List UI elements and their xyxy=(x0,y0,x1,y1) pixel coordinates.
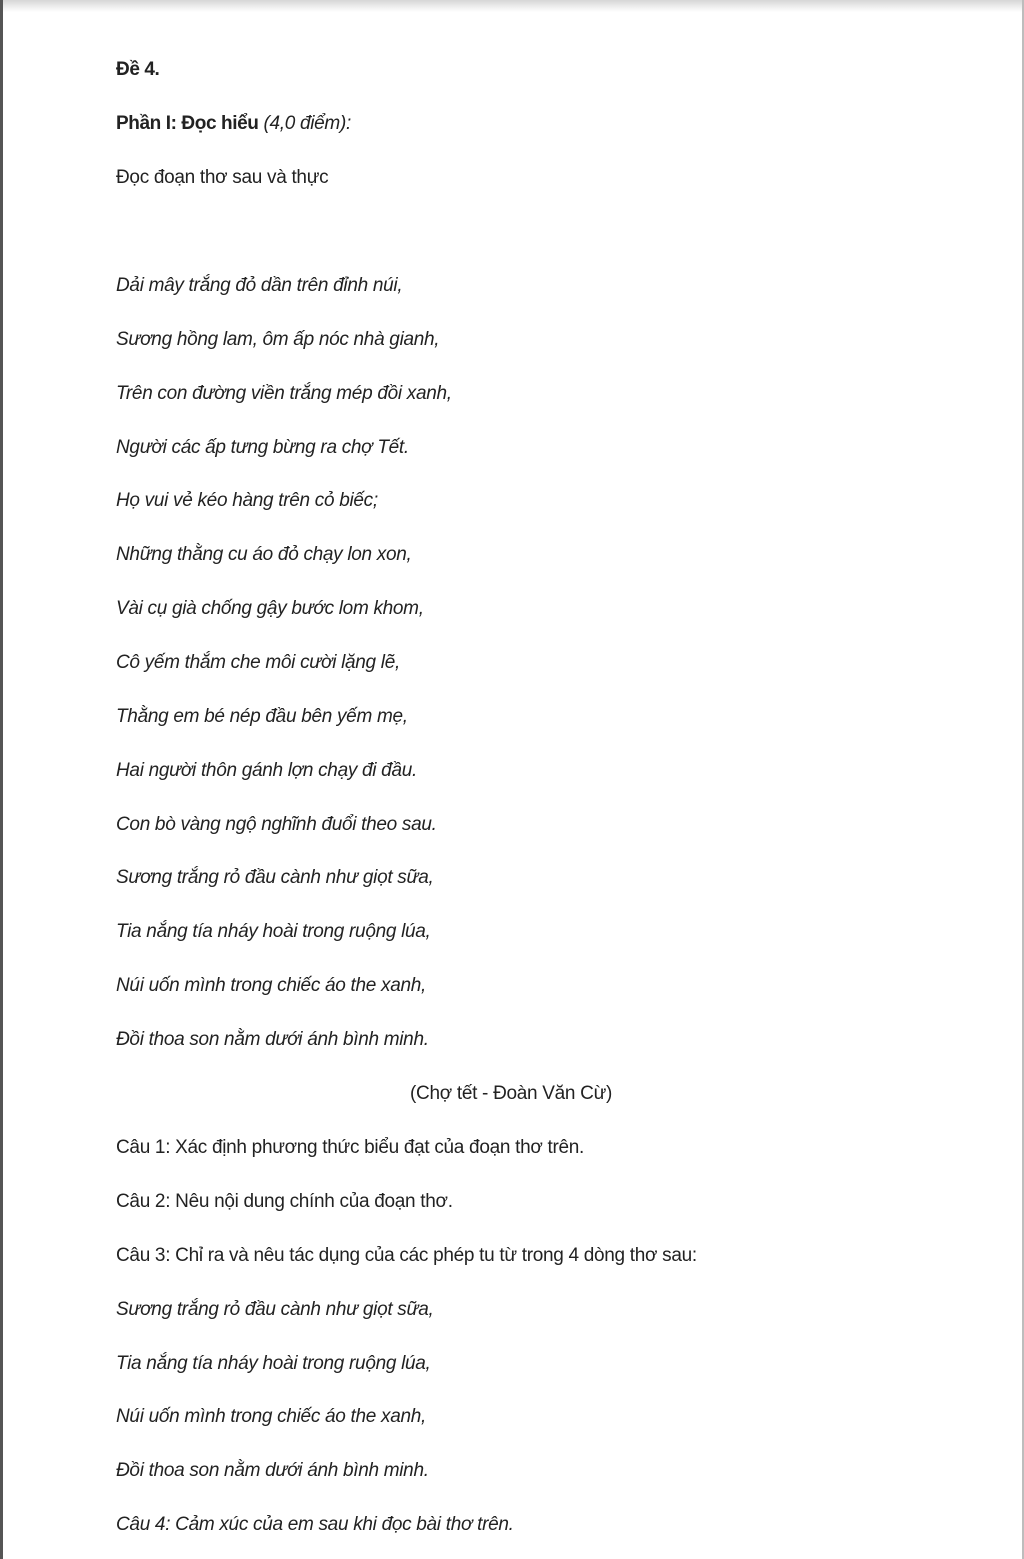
exam-heading: Đề 4. xyxy=(116,59,160,80)
question-4: Câu 4: Cảm xúc của em sau khi đọc bài thơ trên. xyxy=(116,1514,514,1535)
poem-line: Cô yếm thắm che môi cười lặng lẽ, xyxy=(116,652,400,673)
question-3-quote-line: Sương trắng rỏ đầu cành như giọt sữa, xyxy=(116,1299,434,1320)
poem-line: Con bò vàng ngộ nghĩnh đuổi theo sau. xyxy=(116,814,437,835)
poem-source: (Chợ tết - Đoàn Văn Cừ) xyxy=(410,1083,613,1104)
question-3-quote-line: Đồi thoa son nằm dưới ánh bình minh. xyxy=(116,1460,429,1481)
question-3: Câu 3: Chỉ ra và nêu tác dụng của các phép tu từ trong 4 dòng thơ sau: xyxy=(116,1245,697,1266)
poem-line: Người các ấp tưng bừng ra chợ Tết. xyxy=(116,437,409,458)
instruction: Đọc đoạn thơ sau và thực xyxy=(116,167,329,188)
poem-line: Thằng em bé nép đầu bên yếm mẹ, xyxy=(116,706,408,727)
poem-line: Trên con đường viền trắng mép đồi xanh, xyxy=(116,383,452,404)
part-points: (4,0 điểm): xyxy=(263,113,351,134)
part-title xyxy=(116,112,351,136)
question-3-quote-line: Núi uốn mình trong chiếc áo the xanh, xyxy=(116,1406,426,1427)
poem-line: Tia nắng tía nháy hoài trong ruộng lúa, xyxy=(116,921,431,942)
poem-line: Họ vui vẻ kéo hàng trên cỏ biếc; xyxy=(116,490,378,511)
question-2: Câu 2: Nêu nội dung chính của đoạn thơ. xyxy=(116,1191,453,1212)
poem-line: Hai người thôn gánh lợn chạy đi đầu. xyxy=(116,760,417,781)
poem-line: Dải mây trắng đỏ dần trên đỉnh núi, xyxy=(116,275,403,296)
poem-line: Vài cụ già chống gậy bước lom khom, xyxy=(116,598,424,619)
question-1: Câu 1: Xác định phương thức biểu đạt của đoạn thơ trên. xyxy=(116,1137,585,1158)
question-3-quote-line: Tia nắng tía nháy hoài trong ruộng lúa, xyxy=(116,1353,431,1374)
poem-line: Núi uốn mình trong chiếc áo the xanh, xyxy=(116,975,426,996)
poem-line: Sương hồng lam, ôm ấp nóc nhà gianh, xyxy=(116,329,440,350)
poem-line: Đồi thoa son nằm dưới ánh bình minh. xyxy=(116,1029,429,1050)
poem-line: Những thằng cu áo đỏ chạy lon xon, xyxy=(116,544,412,565)
poem-line: Sương trắng rỏ đầu cành như giọt sữa, xyxy=(116,867,434,888)
part-label: Phần I: Đọc hiểu xyxy=(116,113,259,134)
